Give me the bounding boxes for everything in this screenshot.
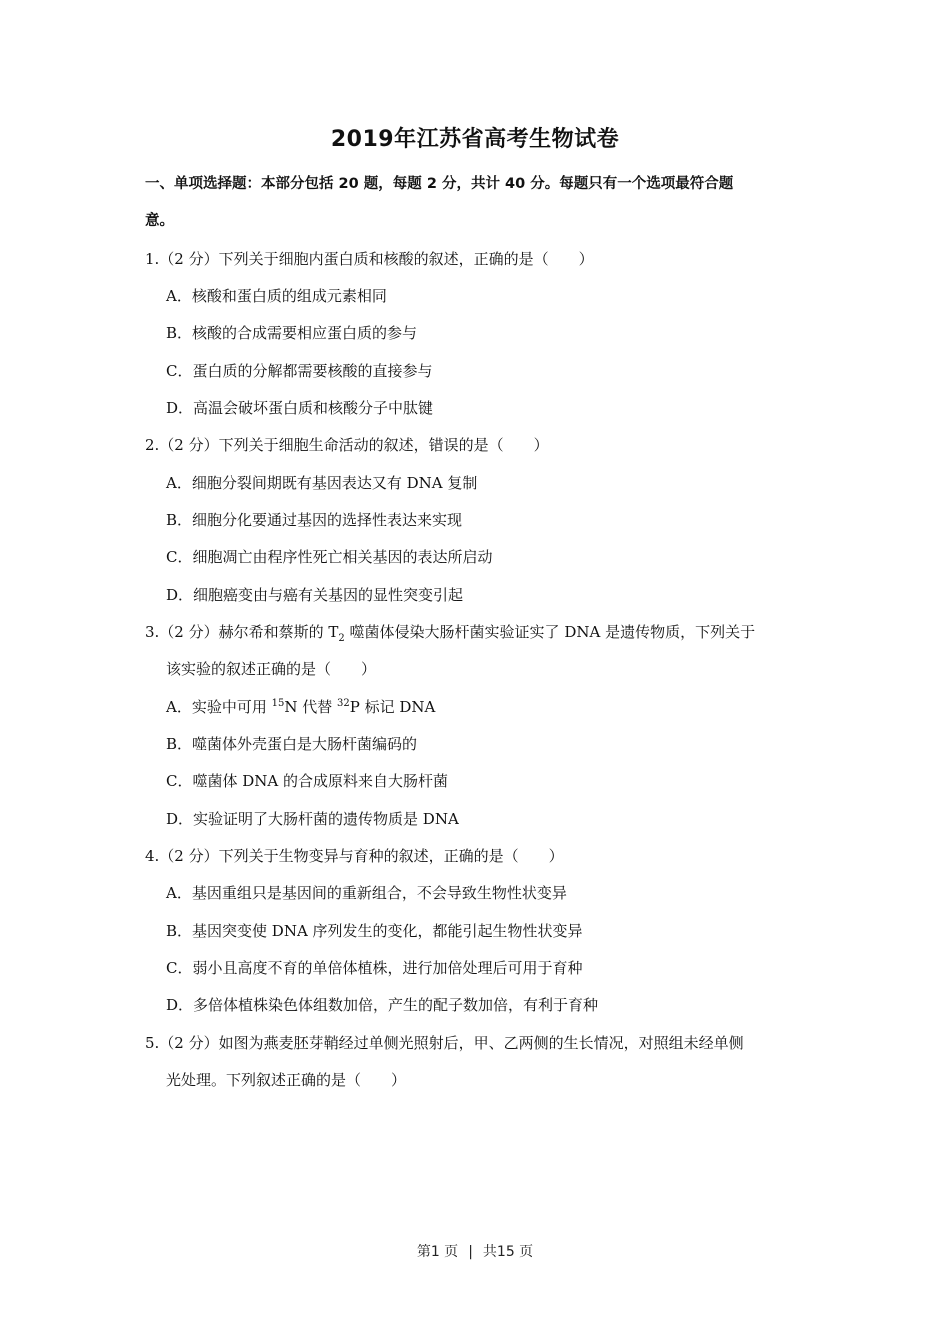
question-3-option-a-part2: N 代替 — [284, 698, 338, 716]
footer-separator: | — [468, 1244, 473, 1260]
question-3-option-a-part3: P 标记 DNA — [349, 698, 436, 716]
question-3-option-d: D．实验证明了大肠杆菌的遗传物质是 DNA — [166, 810, 459, 828]
page-total: 共15 页 — [482, 1244, 534, 1260]
question-4-option-d: D．多倍体植株染色体组数加倍，产生的配子数加倍，有利于育种 — [166, 996, 599, 1014]
question-2-option-b: B．细胞分化要通过基因的选择性表达来实现 — [166, 511, 463, 529]
question-2-option-a: A．细胞分裂间期既有基因表达又有 DNA 复制 — [166, 474, 478, 492]
section-heading-line1: 一、单项选择题：本部分包括 20 题，每题 2 分，共计 40 分。每题只有一个选项最符合题 — [145, 176, 734, 192]
question-4-option-b: B．基因突变使 DNA 序列发生的变化，都能引起生物性状变异 — [166, 922, 583, 940]
section-heading-line2: 意。 — [145, 213, 174, 229]
question-1-option-d: D．高温会破坏蛋白质和核酸分子中肽键 — [166, 399, 434, 417]
page-title: 2019年江苏省高考生物试卷 — [330, 127, 620, 152]
question-3-option-a-part1: A．实验中可用 — [166, 698, 272, 716]
page-number: 第1 页 — [416, 1244, 459, 1260]
question-3-stem-part2: 噬菌体侵染大肠杆菌实验证实了 DNA 是遗传物质，下列关于 — [344, 623, 756, 641]
question-3-option-b: B．噬菌体外壳蛋白是大肠杆菌编码的 — [166, 735, 418, 753]
page-footer — [0, 1241, 950, 1261]
question-1-option-a: A．核酸和蛋白质的组成元素相同 — [166, 287, 387, 305]
question-3-option-a — [166, 697, 435, 717]
question-3-stem-line2: 该实验的叙述正确的是（ ） — [166, 660, 377, 678]
question-3-option-a-sup2: 32 — [337, 698, 350, 709]
question-3-stem — [145, 622, 755, 642]
question-4-stem: 4.（2 分）下列关于生物变异与育种的叙述，正确的是（ ） — [145, 847, 564, 865]
question-1-option-b: B．核酸的合成需要相应蛋白质的参与 — [166, 324, 418, 342]
question-1-stem: 1.（2 分）下列关于细胞内蛋白质和核酸的叙述，正确的是（ ） — [145, 250, 594, 268]
question-4-option-c: C．弱小且高度不育的单倍体植株，进行加倍处理后可用于育种 — [166, 959, 583, 977]
question-3-option-a-sup1: 15 — [271, 698, 285, 709]
question-3-stem-subscript: 2 — [338, 633, 345, 644]
question-3-stem-part1: 3.（2 分）赫尔希和蔡斯的 T — [145, 623, 339, 641]
question-4-option-a: A．基因重组只是基因间的重新组合，不会导致生物性状变异 — [166, 884, 567, 902]
question-5-stem: 5.（2 分）如图为燕麦胚芽鞘经过单侧光照射后，甲、乙两侧的生长情况，对照组未经单侧 — [145, 1034, 744, 1052]
question-2-stem: 2.（2 分）下列关于细胞生命活动的叙述，错误的是（ ） — [145, 436, 549, 454]
question-2-option-d: D．细胞癌变由与癌有关基因的显性突变引起 — [166, 586, 464, 604]
question-1-option-c: C．蛋白质的分解都需要核酸的直接参与 — [166, 362, 433, 380]
question-2-option-c: C．细胞凋亡由程序性死亡相关基因的表达所启动 — [166, 548, 493, 566]
question-5-stem-line2: 光处理。下列叙述正确的是（ ） — [166, 1071, 407, 1089]
question-3-option-c: C．噬菌体 DNA 的合成原料来自大肠杆菌 — [166, 772, 448, 790]
